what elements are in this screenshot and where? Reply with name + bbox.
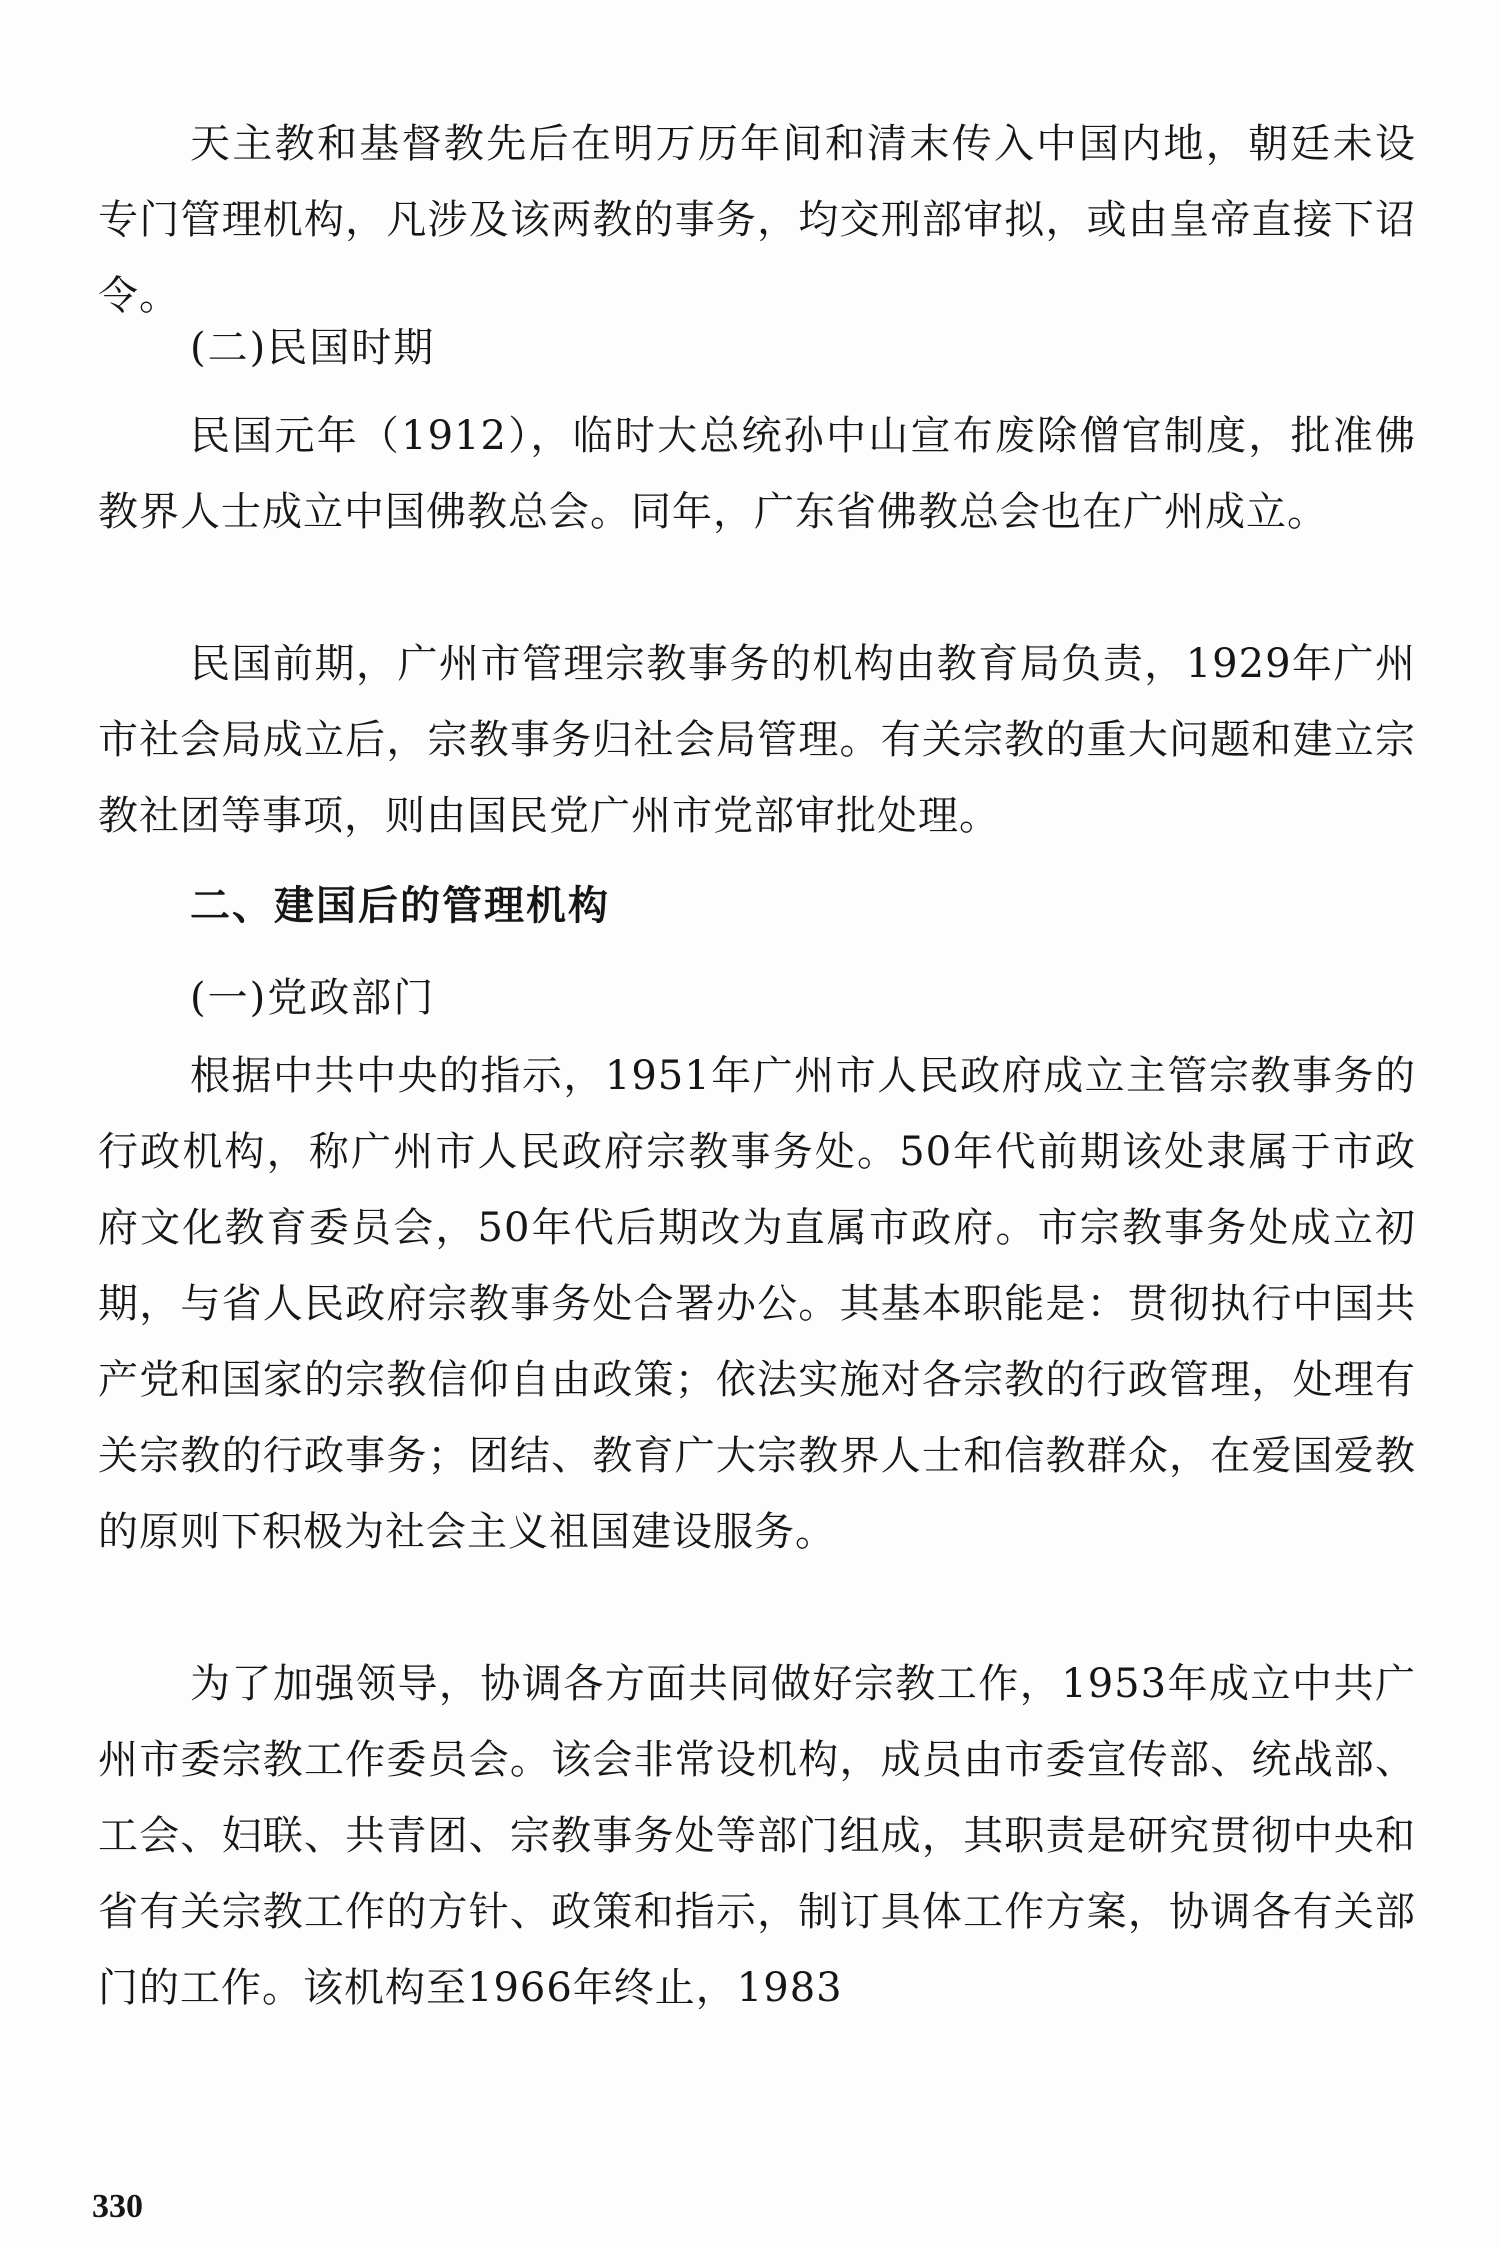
text-block-minguo-early <box>98 626 1416 854</box>
text-block-minguo-body <box>98 398 1416 550</box>
text-block-intro <box>98 106 1416 334</box>
page-number: 330 <box>92 2188 143 2225</box>
paragraph-catholic-christian: 天主教和基督教先后在明万历年间和清末传入中国内地，朝廷未设专门管理机构，凡涉及该两教的事务，均交刑部审拟，或由皇帝直接下诏令。 <box>98 121 1416 319</box>
text-block-party <box>98 968 1416 1028</box>
section-heading-post-1949: 二、建国后的管理机构 <box>190 883 610 929</box>
text-block-section-two <box>98 876 1416 936</box>
paragraph-minguo-first-year: 民国元年（1912），临时大总统孙中山宣布废除僧官制度，批准佛教界人士成立中国佛教总会。同年，广东省佛教总会也在广州成立。 <box>98 413 1416 535</box>
subsection-heading-party-government: (一)党政部门 <box>190 975 436 1021</box>
text-block-party-body <box>98 1038 1416 1570</box>
paragraph-minguo-early: 民国前期，广州市管理宗教事务的机构由教育局负责，1929年广州市社会局成立后，宗教事务归社会局管理。有关宗教的重大问题和建立宗教社团等事项，则由国民党广州市党部审批处理。 <box>98 641 1416 839</box>
paragraph-1953-committee: 为了加强领导，协调各方面共同做好宗教工作，1953年成立中共广州市委宗教工作委员会。该会非常设机构，成员由市委宣传部、统战部、工会、妇联、共青团、宗教事务处等部门组成，其职责是研究贯彻中央和省有关宗教工作的方针、政策和指示，制订具体工作方案，协调各有关部门的工作。该机构至1966年终止，1983 <box>98 1661 1416 2011</box>
text-block-1953 <box>98 1646 1416 2026</box>
text-block-minguo <box>98 318 1416 378</box>
subsection-heading-minguo: (二)民国时期 <box>190 325 436 371</box>
paragraph-1951-religious-affairs: 根据中共中央的指示，1951年广州市人民政府成立主管宗教事务的行政机构，称广州市人民政府宗教事务处。50年代前期该处隶属于市政府文化教育委员会，50年代后期改为直属市政府。市宗教事务处成立初期，与省人民政府宗教事务处合署办公。其基本职能是：贯彻执行中国共产党和国家的宗教信仰自由政策；依法实施对各宗教的行政管理，处理有关宗教的行政事务；团结、教育广大宗教界人士和信教群众，在爱国爱教的原则下积极为社会主义祖国建设服务。 <box>98 1053 1416 1555</box>
